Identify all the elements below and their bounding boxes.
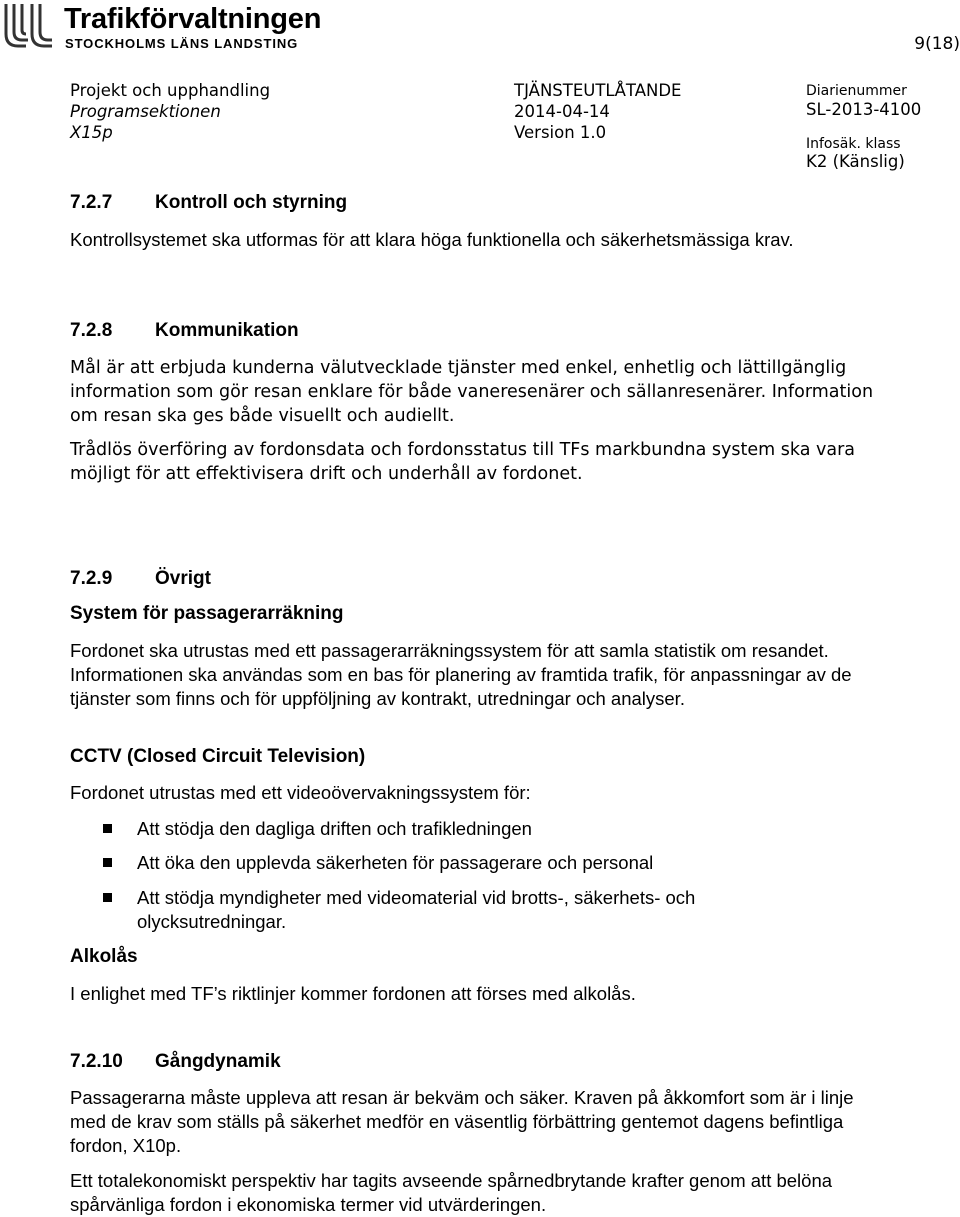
subheading-alcolock: Alkolås — [70, 946, 138, 967]
section-number: 7.2.7 — [70, 192, 113, 213]
section-heading-7-2-7 — [70, 192, 347, 214]
section-number: 7.2.8 — [70, 320, 113, 341]
section-title: Kontroll och styrning — [155, 192, 348, 213]
header-doc-type: TJÄNSTEUTLÅTANDE — [514, 81, 682, 100]
section-heading-7-2-10 — [70, 1051, 281, 1073]
org-subtitle: STOCKHOLMS LÄNS LANDSTING — [65, 36, 299, 51]
paragraph: Mål är att erbjuda kunderna välutvecklade tjänster med enkel, enhetlig och lättillgänglig information som gör resan enklare för både vaneresenärer och sällanresenärer. Information om resan ska ges både visuellt och audiellt. — [70, 358, 874, 426]
paragraph: Passagerarna måste uppleva att resan är bekväm och säker. Kraven på åkkomfort som är i linje med de krav som ställs på säkerhet medför en väsentlig förbättring gentemot dagens befintliga fordon, X10p. — [70, 1087, 854, 1156]
paragraph: Fordonet ska utrustas med ett passagerarräkningssystem för att samla statistik om resandet. Informationen ska användas som en bas för planering av framtida trafik, för anpassningar av de tjänster som finns och för uppföljning av kontrakt, utredningar och analyser. — [70, 640, 852, 709]
paragraph: Kontrollsystemet ska utformas för att klara höga funktionella och säkerhetsmässiga krav. — [70, 229, 794, 250]
diarie-label: Diarienummer — [806, 83, 907, 99]
subheading-passenger-counting: System för passagerarräkning — [70, 603, 344, 624]
subheading-cctv: CCTV (Closed Circuit Television) — [70, 746, 366, 767]
diarie-value: SL-2013-4100 — [806, 100, 922, 119]
list-item: Att stödja myndigheter med videomaterial vid brotts-, säkerhets- och olycksutredningar. — [137, 887, 696, 932]
section-heading-7-2-8 — [70, 320, 299, 342]
header-section: Programsektionen — [70, 102, 221, 121]
list-item: Att öka den upplevda säkerheten för passagerare och personal — [137, 852, 654, 873]
header-version: Version 1.0 — [514, 123, 607, 142]
paragraph: I enlighet med TF’s riktlinjer kommer fordonen att förses med alkolås. — [70, 983, 636, 1004]
section-number: 7.2.10 — [70, 1051, 123, 1072]
page-number: 9(18) — [914, 34, 960, 54]
section-title: Kommunikation — [155, 320, 299, 341]
infosak-label: Infosäk. klass — [806, 136, 901, 152]
section-title: Övrigt — [155, 568, 211, 589]
header-project: X15p — [70, 123, 113, 142]
section-heading-7-2-9 — [70, 568, 211, 590]
infosak-value: K2 (Känslig) — [806, 152, 905, 171]
header-dept: Projekt och upphandling — [70, 81, 271, 100]
section-title: Gångdynamik — [155, 1051, 281, 1072]
section-number: 7.2.9 — [70, 568, 113, 589]
org-name: Trafikförvaltningen — [64, 3, 322, 35]
paragraph: Trådlös överföring av fordonsdata och fordonsstatus till TFs markbundna system ska vara möjligt för att effektivisera drift och underhåll av fordonet. — [70, 440, 855, 484]
sll-logo-icon — [2, 2, 54, 50]
header-date: 2014-04-14 — [514, 102, 610, 121]
list-item: Att stödja den dagliga driften och trafikledningen — [137, 818, 532, 839]
paragraph: Ett totalekonomiskt perspektiv har tagits avseende spårnedbrytande krafter genom att belöna spårvänliga fordon i ekonomiska termer vid utvärderingen. — [70, 1170, 833, 1215]
paragraph: Fordonet utrustas med ett videoövervakningssystem för: — [70, 782, 531, 803]
